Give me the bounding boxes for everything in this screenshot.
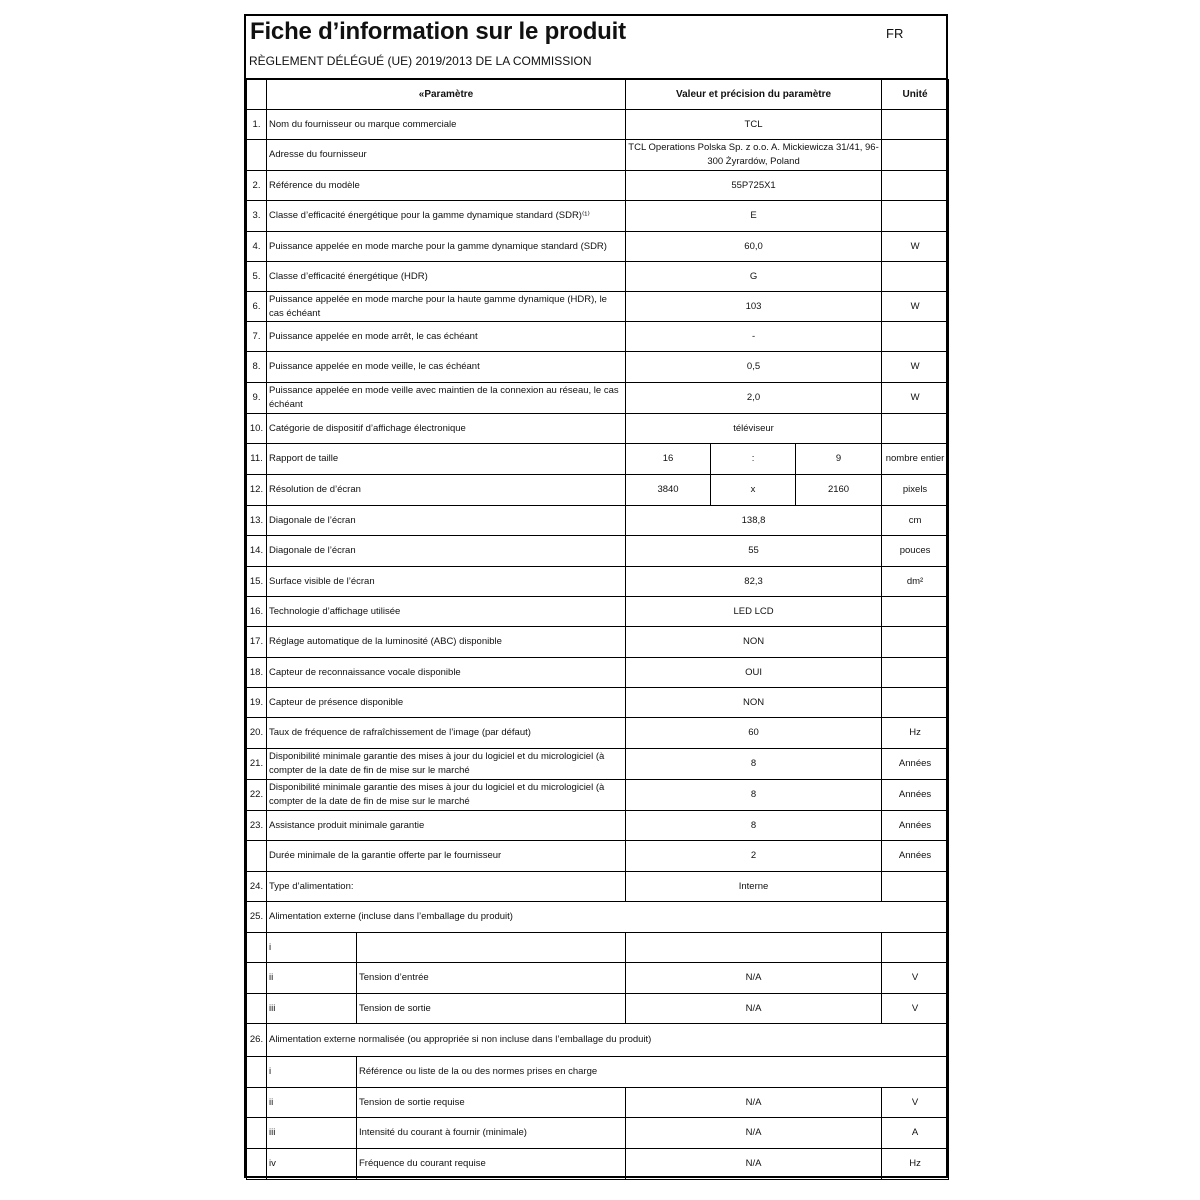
section-26-header <box>247 1024 949 1057</box>
row-number: 6. <box>247 292 267 322</box>
column-header-value: Valeur et précision du paramètre <box>626 80 882 110</box>
parameter-unit: W <box>882 352 949 383</box>
row-number: 20. <box>247 718 267 749</box>
language-code: FR <box>886 26 904 41</box>
parameter-label: Rapport de taille <box>267 444 626 475</box>
section-26-subrow <box>247 1118 949 1149</box>
row-number: 13. <box>247 506 267 536</box>
section-label: Alimentation externe (incluse dans l’emballage du produit) <box>267 902 949 933</box>
parameter-label: Adresse du fournisseur <box>267 140 626 171</box>
row-number: 9. <box>247 383 267 414</box>
row-number: 2. <box>247 171 267 201</box>
blank-num-cell <box>247 1118 267 1149</box>
row-number: 26. <box>247 1024 267 1057</box>
table-row <box>247 232 949 262</box>
parameter-label: Réglage automatique de la luminosité (ABC) disponible <box>267 627 626 658</box>
parameter-unit: pixels <box>882 475 949 506</box>
parameter-unit <box>882 201 949 232</box>
parameter-unit: W <box>882 383 949 414</box>
table-row <box>247 171 949 201</box>
table-row <box>247 811 949 841</box>
row-number: 10. <box>247 414 267 444</box>
parameter-value: 55P725X1 <box>626 171 882 201</box>
row-number: 12. <box>247 475 267 506</box>
table-row <box>247 201 949 232</box>
parameter-label: Puissance appelée en mode marche pour la haute gamme dynamique (HDR), le cas échéant <box>267 292 626 322</box>
parameter-unit <box>882 322 949 352</box>
parameter-unit <box>882 171 949 201</box>
parameter-label: Disponibilité minimale garantie des mises à jour du logiciel et du micrologiciel (à compter de la date de fin de mise sur le marché <box>267 749 626 780</box>
sub-index: iii <box>267 994 357 1024</box>
parameter-unit <box>882 872 949 902</box>
sub-value: N/A <box>626 1088 882 1118</box>
sub-value <box>626 933 882 963</box>
section-25-subrow <box>247 994 949 1024</box>
value-separator: : <box>711 444 796 475</box>
parameter-value: 2 <box>626 841 882 872</box>
parameter-label: Taux de fréquence de rafraîchissement de l’image (par défaut) <box>267 718 626 749</box>
row-number: 16. <box>247 597 267 627</box>
row-number: 1. <box>247 110 267 140</box>
sub-unit: V <box>882 994 949 1024</box>
parameter-unit: Années <box>882 811 949 841</box>
parameter-value: téléviseur <box>626 414 882 444</box>
table-row-split <box>247 475 949 506</box>
parameter-label: Puissance appelée en mode veille, le cas échéant <box>267 352 626 383</box>
table-row <box>247 414 949 444</box>
value-separator: x <box>711 475 796 506</box>
parameter-label: Surface visible de l’écran <box>267 567 626 597</box>
row-number: 11. <box>247 444 267 475</box>
parameter-value: G <box>626 262 882 292</box>
parameter-unit <box>882 597 949 627</box>
parameter-unit <box>882 110 949 140</box>
value-part-a: 3840 <box>626 475 711 506</box>
sub-index: iv <box>267 1149 357 1180</box>
parameter-label: Type d’alimentation: <box>267 872 626 902</box>
parameter-value: 8 <box>626 749 882 780</box>
row-number: 23. <box>247 811 267 841</box>
sheet-header <box>246 16 946 79</box>
parameter-label: Puissance appelée en mode arrêt, le cas échéant <box>267 322 626 352</box>
row-number: 17. <box>247 627 267 658</box>
parameter-value: 82,3 <box>626 567 882 597</box>
parameter-value: - <box>626 322 882 352</box>
column-header-parameter: «Paramètre <box>267 80 626 110</box>
parameter-value: 55 <box>626 536 882 567</box>
parameter-value: 2,0 <box>626 383 882 414</box>
sub-label <box>357 933 626 963</box>
sub-index: iii <box>267 1118 357 1149</box>
section-label: Alimentation externe normalisée (ou appropriée si non incluse dans l’emballage du produit) <box>267 1024 949 1057</box>
parameter-value: 8 <box>626 811 882 841</box>
value-part-b: 9 <box>796 444 882 475</box>
sub-value: N/A <box>626 963 882 994</box>
table-row-split <box>247 444 949 475</box>
table-row <box>247 872 949 902</box>
parameter-label: Référence du modèle <box>267 171 626 201</box>
table-row <box>247 688 949 718</box>
parameter-value: 8 <box>626 780 882 811</box>
table-row <box>247 841 949 872</box>
table-row <box>247 718 949 749</box>
row-number: 4. <box>247 232 267 262</box>
parameter-label: Classe d’efficacité énergétique pour la gamme dynamique standard (SDR)⁽¹⁾ <box>267 201 626 232</box>
sub-label: Tension d’entrée <box>357 963 626 994</box>
section-26-subrow <box>247 1088 949 1118</box>
table-row <box>247 352 949 383</box>
parameter-label: Classe d’efficacité énergétique (HDR) <box>267 262 626 292</box>
blank-num-cell <box>247 994 267 1024</box>
parameter-unit <box>882 140 949 171</box>
section-25-header <box>247 902 949 933</box>
table-row <box>247 140 949 171</box>
parameter-label: Assistance produit minimale garantie <box>267 811 626 841</box>
row-number: 3. <box>247 201 267 232</box>
sub-unit: V <box>882 1088 949 1118</box>
row-number: 18. <box>247 658 267 688</box>
sub-label: Référence ou liste de la ou des normes prises en charge <box>357 1057 949 1088</box>
sub-index: i <box>267 933 357 963</box>
parameter-unit: Années <box>882 841 949 872</box>
parameter-unit <box>882 627 949 658</box>
parameter-value: 0,5 <box>626 352 882 383</box>
parameter-unit <box>882 658 949 688</box>
row-number: 5. <box>247 262 267 292</box>
parameter-value: TCL Operations Polska Sp. z o.o. A. Mickiewicza 31/41, 96-300 Żyrardów, Poland <box>626 140 882 171</box>
parameter-unit: Années <box>882 780 949 811</box>
parameter-unit <box>882 414 949 444</box>
sub-label: Fréquence du courant requise <box>357 1149 626 1180</box>
table-row <box>247 262 949 292</box>
sub-unit: V <box>882 963 949 994</box>
table-row <box>247 383 949 414</box>
sub-unit: A <box>882 1118 949 1149</box>
row-number <box>247 841 267 872</box>
column-header-row <box>247 80 949 110</box>
table-row <box>247 780 949 811</box>
parameter-value: 103 <box>626 292 882 322</box>
blank-num-cell <box>247 1057 267 1088</box>
sub-unit: Hz <box>882 1149 949 1180</box>
parameter-label: Durée minimale de la garantie offerte par le fournisseur <box>267 841 626 872</box>
row-number <box>247 140 267 171</box>
parameter-label: Diagonale de l’écran <box>267 536 626 567</box>
parameter-value: 60 <box>626 718 882 749</box>
section-26-subrow <box>247 1149 949 1180</box>
parameter-label: Capteur de reconnaissance vocale disponible <box>267 658 626 688</box>
parameter-label: Puissance appelée en mode veille avec maintien de la connexion au réseau, le cas échéant <box>267 383 626 414</box>
parameter-label: Catégorie de dispositif d’affichage électronique <box>267 414 626 444</box>
sub-value: N/A <box>626 994 882 1024</box>
parameter-unit: W <box>882 232 949 262</box>
section-25-subrow <box>247 963 949 994</box>
parameter-unit: Hz <box>882 718 949 749</box>
section-25-subrow <box>247 933 949 963</box>
row-number: 8. <box>247 352 267 383</box>
sub-value: N/A <box>626 1118 882 1149</box>
sub-value: N/A <box>626 1149 882 1180</box>
regulation-reference: RÈGLEMENT DÉLÉGUÉ (UE) 2019/2013 DE LA COMMISSION <box>249 54 592 68</box>
blank-num-cell <box>247 1088 267 1118</box>
parameter-value: NON <box>626 627 882 658</box>
parameter-label: Résolution de d’écran <box>267 475 626 506</box>
table-row <box>247 322 949 352</box>
table-row <box>247 110 949 140</box>
header-num-cell <box>247 80 267 110</box>
parameter-label: Nom du fournisseur ou marque commerciale <box>267 110 626 140</box>
sub-unit <box>882 933 949 963</box>
sub-label: Intensité du courant à fournir (minimale) <box>357 1118 626 1149</box>
page-title: Fiche d’information sur le produit <box>250 18 626 45</box>
product-information-sheet <box>244 14 948 1178</box>
parameter-label: Puissance appelée en mode marche pour la gamme dynamique standard (SDR) <box>267 232 626 262</box>
row-number: 19. <box>247 688 267 718</box>
row-number: 15. <box>247 567 267 597</box>
parameter-value: LED LCD <box>626 597 882 627</box>
sub-label: Tension de sortie requise <box>357 1088 626 1118</box>
parameter-label: Technologie d’affichage utilisée <box>267 597 626 627</box>
parameter-value: E <box>626 201 882 232</box>
value-part-b: 2160 <box>796 475 882 506</box>
column-header-unit: Unité <box>882 80 949 110</box>
table-row <box>247 536 949 567</box>
parameter-unit: dm² <box>882 567 949 597</box>
blank-num-cell <box>247 1149 267 1180</box>
sub-index: i <box>267 1057 357 1088</box>
row-number: 14. <box>247 536 267 567</box>
sub-label: Tension de sortie <box>357 994 626 1024</box>
table-row <box>247 292 949 322</box>
parameter-value: OUI <box>626 658 882 688</box>
table-row <box>247 506 949 536</box>
table-row <box>247 567 949 597</box>
parameter-value: Interne <box>626 872 882 902</box>
table-row <box>247 749 949 780</box>
table-row <box>247 627 949 658</box>
parameter-unit: W <box>882 292 949 322</box>
sub-index: ii <box>267 963 357 994</box>
parameter-unit <box>882 688 949 718</box>
parameter-value: NON <box>626 688 882 718</box>
parameter-table <box>246 79 949 1180</box>
parameter-unit: cm <box>882 506 949 536</box>
parameter-unit: Années <box>882 749 949 780</box>
table-row <box>247 658 949 688</box>
row-number: 21. <box>247 749 267 780</box>
blank-num-cell <box>247 963 267 994</box>
parameter-unit: nombre entier <box>882 444 949 475</box>
parameter-label: Capteur de présence disponible <box>267 688 626 718</box>
blank-num-cell <box>247 933 267 963</box>
parameter-unit <box>882 262 949 292</box>
parameter-value: 60,0 <box>626 232 882 262</box>
sub-index: ii <box>267 1088 357 1118</box>
table-row <box>247 597 949 627</box>
row-number: 7. <box>247 322 267 352</box>
parameter-value: TCL <box>626 110 882 140</box>
row-number: 25. <box>247 902 267 933</box>
parameter-unit: pouces <box>882 536 949 567</box>
parameter-label: Diagonale de l’écran <box>267 506 626 536</box>
row-number: 22. <box>247 780 267 811</box>
parameter-value: 138,8 <box>626 506 882 536</box>
row-number: 24. <box>247 872 267 902</box>
section-26-subrow <box>247 1057 949 1088</box>
value-part-a: 16 <box>626 444 711 475</box>
parameter-label: Disponibilité minimale garantie des mises à jour du logiciel et du micrologiciel (à compter de la date de fin de mise sur le marché <box>267 780 626 811</box>
